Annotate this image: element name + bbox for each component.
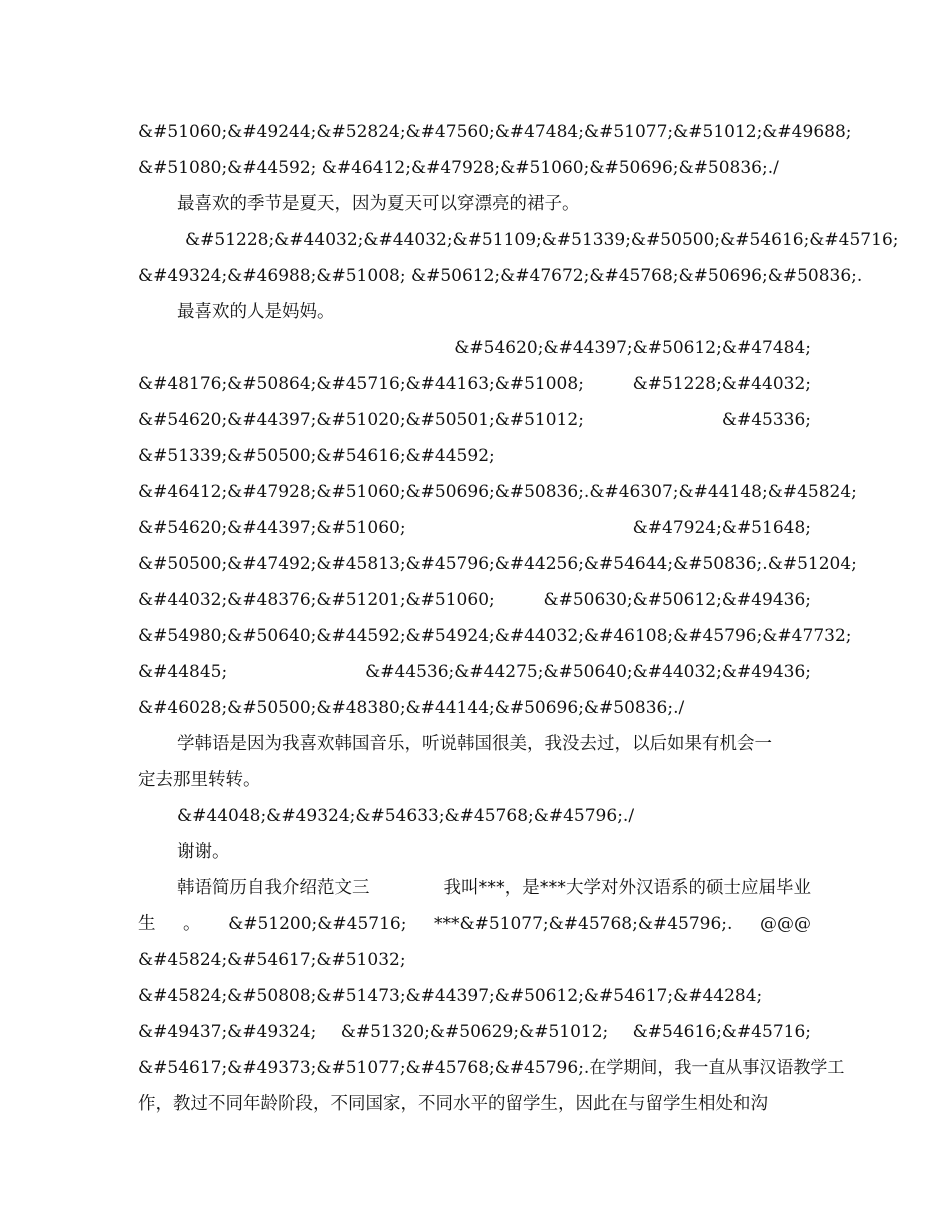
text-segment: &#54620;&#44397;&#51020;&#50501;&#51012; — [138, 410, 584, 430]
text-segment: &#51080;&#44592; — [138, 158, 317, 178]
text-segment: &#51228;&#44032; — [632, 374, 811, 394]
text-line — [138, 654, 811, 690]
paragraph-line — [138, 726, 811, 762]
text-segment: 学韩语是因为我喜欢韩国音乐，听说韩国很美，我没去过，以后如果有机会一 — [177, 734, 772, 754]
text-line — [138, 474, 857, 510]
text-segment: &#51200;&#45716; — [228, 914, 407, 934]
text-segment: &#51228;&#44032; — [185, 230, 364, 250]
text-segment: &#46028;&#50500;&#48380;&#44144;&#50696;&#50836;./ — [138, 698, 685, 718]
text-segment: &#52824;&#47560;&#47484; — [316, 122, 584, 142]
text-segment: &#54620;&#44397;&#51060; — [138, 518, 406, 538]
text-segment: &#46412;&#47928;&#51060;&#50696;&#50836;./ — [321, 158, 779, 178]
text-segment: 生 — [138, 914, 156, 934]
text-segment: &#50612;&#47672;&#45768;&#50696;&#50836;. — [410, 266, 863, 286]
text-segment: 最喜欢的人是妈妈。 — [177, 302, 335, 322]
text-line — [138, 1050, 845, 1086]
text-line — [138, 510, 811, 546]
text-line — [138, 402, 811, 438]
text-segment: &#47924;&#51648; — [632, 518, 811, 538]
text-line — [138, 618, 852, 654]
text-segment: &#51320;&#50629;&#51012; — [340, 1022, 609, 1042]
paragraph-line — [138, 1086, 811, 1122]
text-line — [138, 222, 899, 258]
text-line — [138, 150, 811, 186]
text-segment: &#51060;&#49244; — [138, 122, 317, 142]
text-segment: &#49324;&#46988;&#51008; — [138, 266, 406, 286]
text-segment: @@@ — [759, 914, 811, 934]
text-segment: &#46108;&#45796;&#47732; — [583, 626, 852, 646]
text-segment: &#44032;&#51109; — [363, 230, 542, 250]
text-segment: &#54644;&#50836;. — [583, 554, 768, 574]
text-segment: &#44592;&#54924;&#44032; — [316, 626, 584, 646]
text-line — [138, 582, 811, 618]
text-segment: &#44032;&#48376;&#51201;&#51060; — [138, 590, 495, 610]
text-segment: 最喜欢的季节是夏天，因为夏天可以穿漂亮的裙子。 — [177, 194, 580, 214]
text-segment: &#51204; — [767, 554, 857, 574]
document-body — [138, 114, 899, 1122]
text-line — [138, 1014, 811, 1050]
text-segment: &#50500;&#47492;&#45813;&#45796;&#44256; — [138, 554, 584, 574]
text-segment: &#54617;&#49373;&#51077;&#45768;&#45796;.在学期间，我一直从事汉语教学工 — [138, 1058, 845, 1078]
text-segment: &#45336; — [721, 410, 811, 430]
text-segment: 我叫***，是***大学对外汉语系的硕士应届毕业 — [443, 878, 811, 898]
text-line — [138, 258, 863, 294]
text-segment: &#51339;&#50500;&#54616;&#44592; — [138, 446, 495, 466]
text-segment: &#46412;&#47928;&#51060;&#50696;&#50836;. — [138, 482, 590, 502]
paragraph-line — [138, 186, 811, 222]
paragraph-line — [138, 762, 811, 798]
text-line — [138, 690, 811, 726]
text-segment: &#51339;&#50500;&#54616;&#45716; — [541, 230, 899, 250]
paragraph-line — [138, 294, 811, 330]
text-segment: &#45824;&#54617;&#51032; — [138, 950, 406, 970]
section-heading-line — [138, 870, 811, 906]
text-segment: &#44536;&#44275;&#50640;&#44032;&#49436; — [365, 662, 811, 682]
text-segment: &#48176;&#50864;&#45716;&#44163;&#51008; — [138, 374, 584, 394]
section-heading: 韩语简历自我介绍范文三 — [177, 878, 370, 898]
text-segment: &#49437;&#49324; — [138, 1022, 317, 1042]
text-segment: &#50630;&#50612;&#49436; — [543, 590, 811, 610]
text-segment: 作，教过不同年龄阶段，不同国家，不同水平的留学生，因此在与留学生相处和沟 — [138, 1094, 768, 1114]
text-segment: ***&#51077;&#45768;&#45796;. — [433, 914, 733, 934]
text-line — [138, 114, 852, 150]
text-line — [138, 546, 857, 582]
text-segment: &#44048;&#49324;&#54633;&#45768;&#45796;./ — [177, 806, 635, 826]
text-line — [138, 798, 811, 834]
text-line — [138, 942, 811, 978]
text-segment: 定去那里转转。 — [138, 770, 261, 790]
text-line — [138, 906, 811, 942]
paragraph-line — [138, 834, 811, 870]
text-segment: &#54616;&#45716; — [632, 1022, 811, 1042]
text-line — [138, 978, 811, 1014]
text-segment: &#46307;&#44148;&#45824; — [589, 482, 857, 502]
text-segment: 谢谢。 — [177, 842, 230, 862]
text-segment: &#54620;&#44397;&#50612;&#47484; — [454, 338, 811, 358]
text-segment: &#44845; — [138, 662, 228, 682]
text-segment: &#54980;&#50640; — [138, 626, 317, 646]
text-line — [138, 330, 811, 366]
text-segment: &#45824;&#50808;&#51473;&#44397;&#50612;&#54617;&#44284; — [138, 986, 763, 1006]
text-line — [138, 438, 811, 474]
text-line — [138, 366, 811, 402]
text-segment: 。 — [183, 914, 201, 934]
text-segment: &#51077;&#51012;&#49688; — [583, 122, 852, 142]
